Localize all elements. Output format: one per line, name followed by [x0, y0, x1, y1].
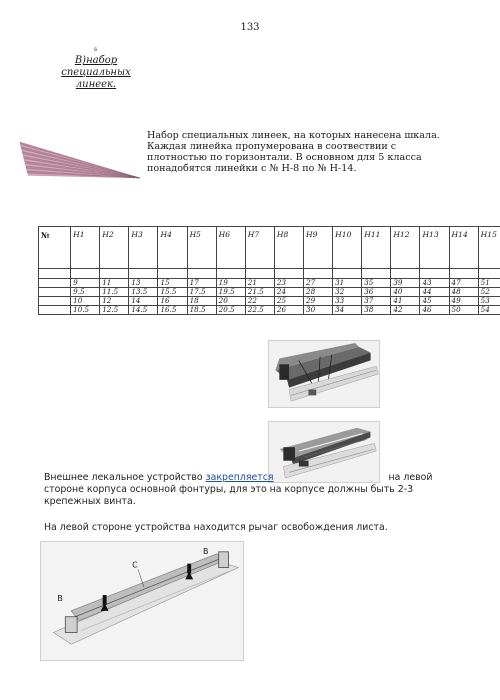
table-cell: 30	[304, 306, 333, 315]
table-cell: 14.5	[129, 306, 158, 315]
table-cell	[39, 279, 71, 288]
table-cell	[420, 269, 449, 279]
fixing-text-end: на левой стороне корпуса основной фонтуры, для это на корпусе должны быть 2-3 крепежных винта.	[44, 472, 433, 507]
table-cell: 17	[187, 279, 216, 288]
table-cell	[391, 269, 420, 279]
fixing-text-start: Внешнее лекальное устройство	[44, 472, 206, 483]
table-cell	[449, 269, 478, 279]
table-cell: 25	[274, 297, 303, 306]
table-row	[39, 269, 500, 279]
header-н2: Н2	[100, 227, 129, 269]
table-cell: 47	[449, 279, 478, 288]
table-cell	[245, 269, 274, 279]
table-cell: 13	[129, 279, 158, 288]
ruler-set-illustration	[18, 138, 142, 184]
header-н10: Н10	[333, 227, 362, 269]
table-cell	[71, 269, 100, 279]
table-cell: 21.5	[245, 288, 274, 297]
table-cell: 19.5	[216, 288, 245, 297]
table-cell: 42	[391, 306, 420, 315]
header-н4: Н4	[158, 227, 187, 269]
table-row	[39, 306, 500, 315]
table-cell	[39, 288, 71, 297]
table-cell	[39, 306, 71, 315]
header-number: №	[39, 227, 71, 269]
table-cell: 37	[362, 297, 391, 306]
label-b-left: В	[57, 594, 63, 603]
table-cell: 14	[129, 297, 158, 306]
header-н6: Н6	[216, 227, 245, 269]
table-cell: 12	[100, 297, 129, 306]
header-н13: Н13	[420, 227, 449, 269]
table-cell: 11	[100, 279, 129, 288]
table-cell: 20.5	[216, 306, 245, 315]
table-cell: 22.5	[245, 306, 274, 315]
heading-mark: s	[94, 46, 98, 53]
table-cell	[274, 269, 303, 279]
table-cell: 33	[333, 297, 362, 306]
table-cell: 51	[478, 279, 500, 288]
intro-paragraph: Набор специальных линеек, на которых нанесена шкала. Каждая линейка пропумерована в соотвествии с плотностью по горизонтали. В основном для 5 класса понадобятся линейки с № Н-8 по № Н-14.	[147, 130, 440, 174]
table-cell: 9.5	[71, 288, 100, 297]
table-cell: 17.5	[187, 288, 216, 297]
table-cell: 13.5	[129, 288, 158, 297]
label-c: С	[132, 560, 138, 570]
table-cell: 43	[420, 279, 449, 288]
header-н15: Н15	[478, 227, 500, 269]
table-cell: 10	[71, 297, 100, 306]
table-cell: 39	[391, 279, 420, 288]
header-н3: Н3	[129, 227, 158, 269]
fixing-link[interactable]: закрепляется	[205, 472, 274, 483]
table-cell	[39, 269, 71, 279]
table-cell: 20	[216, 297, 245, 306]
table-cell: 48	[449, 288, 478, 297]
table-cell	[158, 269, 187, 279]
table-cell	[187, 269, 216, 279]
table-cell: 16	[158, 297, 187, 306]
table-cell: 12.5	[100, 306, 129, 315]
section-heading: В)набор специальных линеек.	[61, 55, 131, 90]
table-cell	[216, 269, 245, 279]
table-cell: 38	[362, 306, 391, 315]
table-cell: 54	[478, 306, 500, 315]
table-cell	[129, 269, 158, 279]
table-cell: 36	[362, 288, 391, 297]
table-cell: 35	[362, 279, 391, 288]
table-cell: 28	[304, 288, 333, 297]
table-cell: 32	[333, 288, 362, 297]
device-mount-photo-top	[268, 340, 380, 408]
header-н11: Н11	[362, 227, 391, 269]
page-number: 133	[240, 22, 260, 33]
table-cell: 18.5	[187, 306, 216, 315]
table-cell: 40	[391, 288, 420, 297]
ruler-density-table	[38, 226, 500, 315]
table-cell: 49	[449, 297, 478, 306]
table-cell	[100, 269, 129, 279]
header-н1: Н1	[71, 227, 100, 269]
header-н5: Н5	[187, 227, 216, 269]
table-cell: 19	[216, 279, 245, 288]
table-cell	[39, 297, 71, 306]
table-cell: 44	[420, 288, 449, 297]
table-cell: 18	[187, 297, 216, 306]
table-cell: 15	[158, 279, 187, 288]
header-н9: Н9	[304, 227, 333, 269]
header-н8: Н8	[274, 227, 303, 269]
header-н7: Н7	[245, 227, 274, 269]
table-cell: 53	[478, 297, 500, 306]
table-cell: 29	[304, 297, 333, 306]
label-b-right: В	[202, 546, 209, 556]
lever-paragraph: На левой стороне устройства находится рычаг освобождения листа.	[44, 522, 388, 533]
table-cell: 22	[245, 297, 274, 306]
table-cell: 52	[478, 288, 500, 297]
header-н12: Н12	[391, 227, 420, 269]
table-cell: 11.5	[100, 288, 129, 297]
table-cell: 46	[420, 306, 449, 315]
table-cell: 31	[333, 279, 362, 288]
table-cell: 24	[274, 288, 303, 297]
table-cell: 21	[245, 279, 274, 288]
header-н14: Н14	[449, 227, 478, 269]
table-cell: 10.5	[71, 306, 100, 315]
table-cell	[362, 269, 391, 279]
release-lever-photo	[40, 541, 244, 661]
table-cell: 23	[274, 279, 303, 288]
table-cell: 16.5	[158, 306, 187, 315]
table-cell: 50	[449, 306, 478, 315]
table-cell	[304, 269, 333, 279]
fixing-paragraph	[44, 472, 464, 508]
table-cell: 34	[333, 306, 362, 315]
table-cell: 41	[391, 297, 420, 306]
table-cell	[333, 269, 362, 279]
table-cell: 15.5	[158, 288, 187, 297]
table-cell: 26	[274, 306, 303, 315]
table-header-row	[39, 227, 500, 269]
table-cell: 9	[71, 279, 100, 288]
table-cell: 27	[304, 279, 333, 288]
table-cell: 45	[420, 297, 449, 306]
table-cell	[478, 269, 500, 279]
